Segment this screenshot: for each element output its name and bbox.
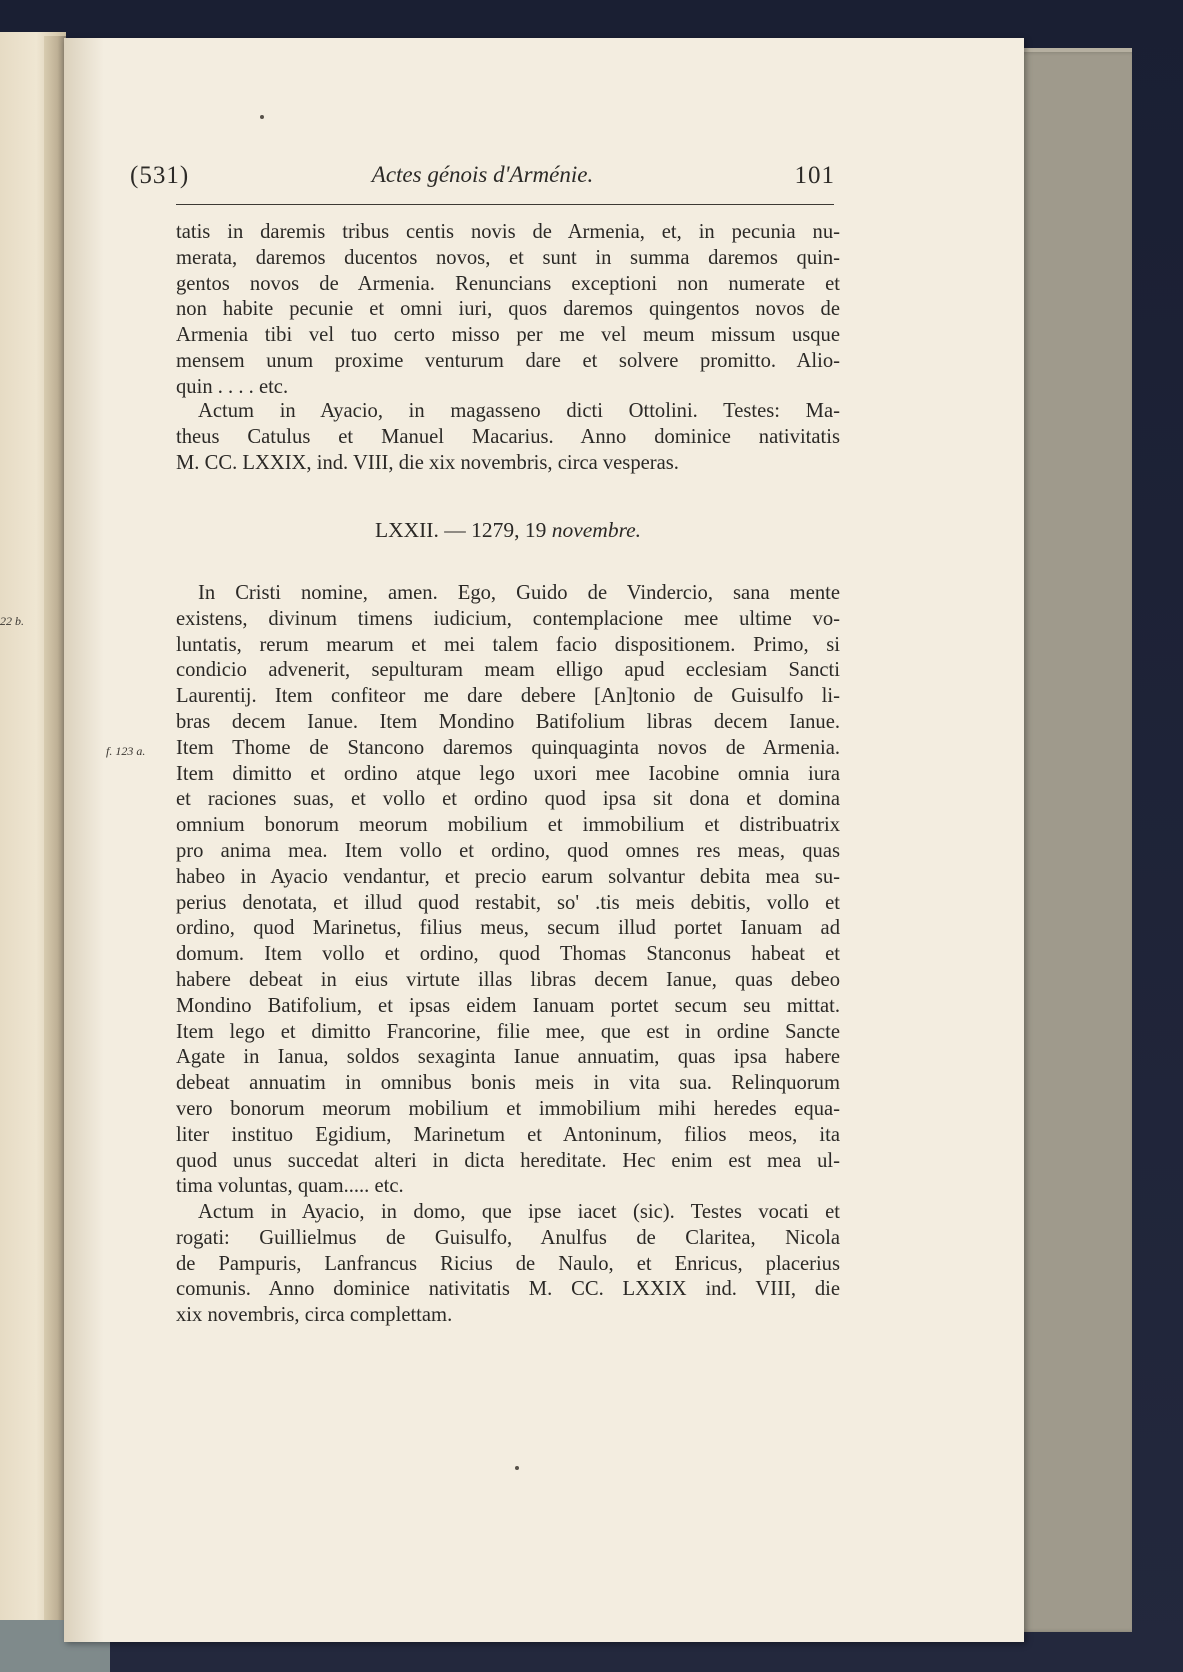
margin-note-folio: f. 123 a. bbox=[106, 744, 146, 758]
text-line: merata, daremos ducentos novos, et sunt in summa daremos quin- bbox=[176, 246, 840, 269]
text-line: debeat annuatim in omnibus bonis meis in vita sua. Relinquorum bbox=[176, 1072, 840, 1095]
text-line: domum. Item vollo et ordino, quod Thomas Stanconus habeat et bbox=[176, 943, 840, 966]
text-line: ordino, quod Marinetus, filius meus, secum illud portet Ianuam ad bbox=[176, 917, 840, 940]
section-number: LXXII. — 1279, 19 bbox=[374, 518, 547, 542]
top-paragraph bbox=[176, 220, 840, 401]
text-line: Actum in Ayacio, in magasseno dicti Ottolini. Testes: Ma- bbox=[198, 400, 840, 422]
running-head bbox=[130, 120, 835, 189]
text-line: tatis in daremis tribus centis novis de Armenia, et, in pecunia nu- bbox=[176, 221, 840, 243]
text-line: comunis. Anno dominice nativitatis M. CC. LXXIX ind. VIII, die bbox=[176, 1278, 840, 1301]
text-line: habeo in Ayacio vendantur, et precio earum solvantur debita mea su- bbox=[176, 865, 840, 888]
text-line: quin . . . . etc. bbox=[176, 375, 289, 398]
paper-speck bbox=[515, 1466, 519, 1470]
gray-backing-board bbox=[1010, 52, 1132, 1632]
text-line: In Cristi nomine, amen. Ego, Guido de Vindercio, sana mente bbox=[198, 582, 840, 604]
text-line: Agate in Ianua, soldos sexaginta Ianue annuatim, quas ipsa habere bbox=[176, 1046, 840, 1069]
actum-paragraph-1 bbox=[176, 399, 840, 476]
header-rule bbox=[176, 204, 834, 205]
text-line: Armenia tibi vel tuo certo misso per me vel meum missum usque bbox=[176, 324, 840, 347]
text-line: quod unus succedat alteri in dicta hereditate. Hec enim est mea ul- bbox=[176, 1149, 840, 1172]
text-line: Laurentij. Item confiteor me dare debere [An]tonio de Guisulfo li- bbox=[176, 685, 840, 708]
text-line: Item Thome de Stancono daremos quinquaginta novos de Armenia. bbox=[176, 736, 840, 759]
text-line: de Pampuris, Lanfrancus Ricius de Naulo, et Enricus, placerius bbox=[176, 1252, 840, 1275]
section-heading bbox=[176, 518, 840, 543]
text-line: vero bonorum meorum mobilium et immobilium mihi heredes equa- bbox=[176, 1097, 840, 1120]
text-line: Item dimitto et ordino atque lego uxori mee Iacobine omnia iura bbox=[176, 762, 840, 785]
paper-speck bbox=[260, 115, 264, 119]
text-line: Mondino Batifolium, et ipsas eidem Ianuam portet secum seu mittat. bbox=[176, 994, 840, 1017]
text-line: gentos novos de Armenia. Renuncians exceptioni non numerate et bbox=[176, 272, 840, 295]
section-date: novembre. bbox=[551, 518, 642, 542]
text-line: theus Catulus et Manuel Macarius. Anno dominice nativitatis bbox=[176, 425, 840, 448]
running-title: Actes génois d'Arménie. bbox=[371, 162, 594, 187]
text-line: luntatis, rerum mearum et mei talem facio dispositionem. Primo, si bbox=[176, 633, 840, 656]
text-line: non habite pecunie et omni iuri, quos daremos quingentos novos de bbox=[176, 298, 840, 321]
text-line: Actum in Ayacio, in domo, que ipse iacet (sic). Testes vocati et bbox=[198, 1201, 840, 1223]
text-line: bras decem Ianue. Item Mondino Batifolium libras decem Ianue. bbox=[176, 710, 840, 733]
text-line: liter instituo Egidium, Marinetum et Antoninum, filios meos, ita bbox=[176, 1123, 840, 1146]
text-line: et raciones suas, et vollo et ordino quod ipsa sit dona et domina bbox=[176, 788, 840, 811]
actum-paragraph-2 bbox=[176, 1200, 840, 1329]
text-line: omnium bonorum meorum mobilium et immobilium et distribuatrix bbox=[176, 814, 840, 837]
text-line: mensem unum proxime venturum dare et solvere promitto. Alio- bbox=[176, 349, 840, 372]
book-gutter bbox=[44, 36, 66, 1672]
text-line: perius denotata, et illud quod restabit, so' .tis meis debitis, vollo et bbox=[176, 891, 840, 914]
page-reference: (531) bbox=[130, 162, 190, 189]
text-line: xix novembris, circa complettam. bbox=[176, 1304, 453, 1327]
page-number: 101 bbox=[794, 162, 835, 189]
gutter-shadow bbox=[64, 38, 104, 1642]
text-line: habere debeat in eius virtute illas libras decem Ianue, quas debeo bbox=[176, 968, 840, 991]
text-line: M. CC. LXXIX, ind. VIII, die xix novembris, circa vesperas. bbox=[176, 451, 679, 474]
margin-note-top: 22 b. bbox=[0, 614, 24, 628]
text-line: rogati: Guillielmus de Guisulfo, Anulfus de Claritea, Nicola bbox=[176, 1226, 840, 1249]
text-line: pro anima mea. Item vollo et ordino, quod omnes res meas, quas bbox=[176, 839, 840, 862]
main-paragraph bbox=[176, 581, 840, 1200]
text-line: condicio advenerit, sepulturam meam elligo apud ecclesiam Sancti bbox=[176, 659, 840, 682]
text-line: existens, divinum timens iudicium, contemplacione mee ultime vo- bbox=[176, 607, 840, 630]
text-line: tima voluntas, quam..... etc. bbox=[176, 1175, 404, 1198]
text-line: Item lego et dimitto Francorine, filie mee, que est in ordine Sancte bbox=[176, 1020, 840, 1043]
